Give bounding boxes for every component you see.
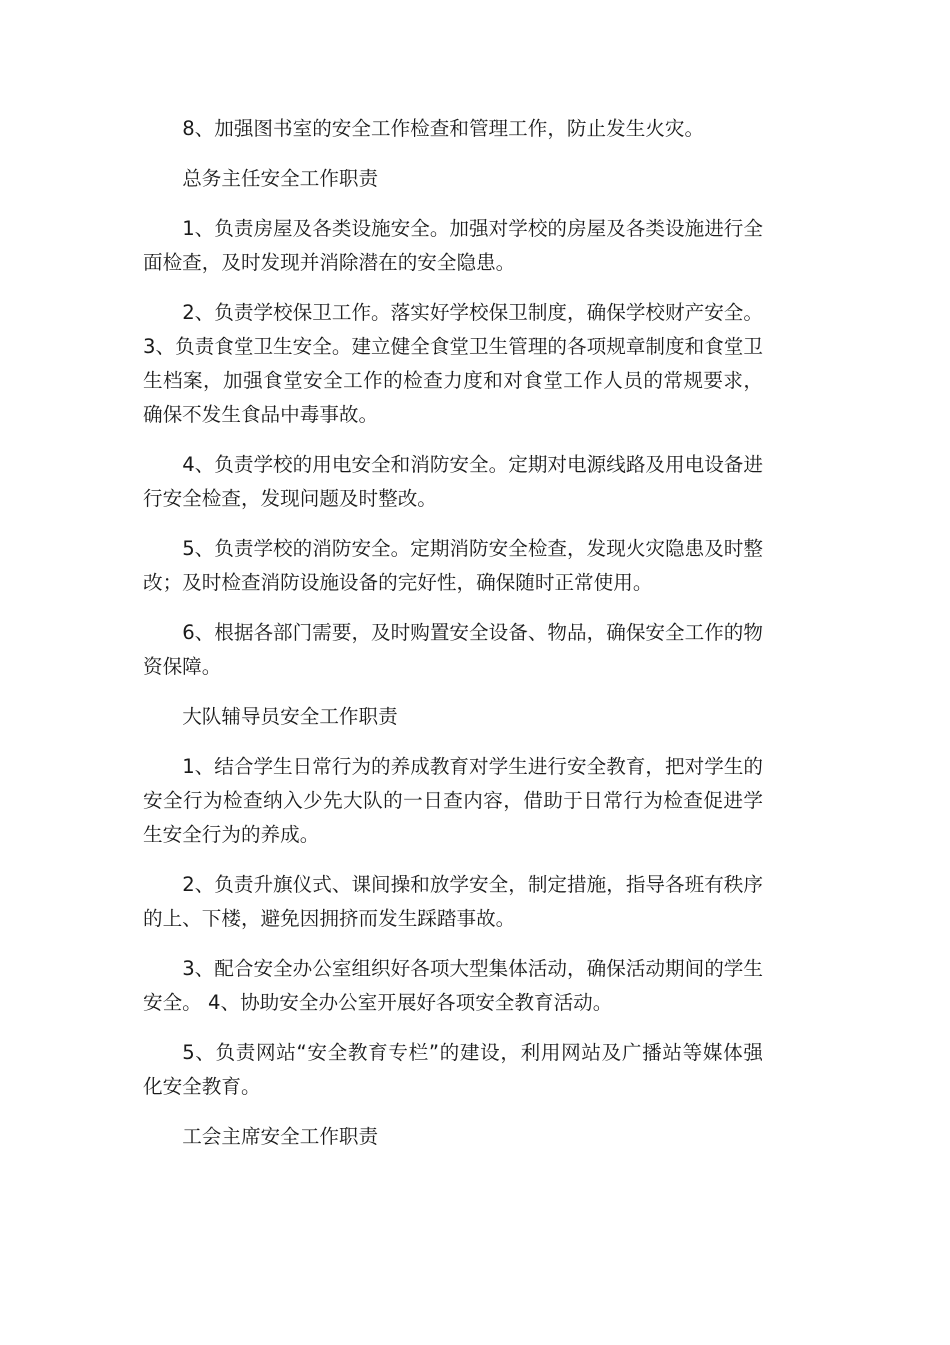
paragraph-website-column: 5、负责网站“安全教育专栏”的建设，利用网站及广播站等媒体强化安全教育。 (143, 1041, 763, 1098)
section-heading-union-chair: 工会主席安全工作职责 (182, 1125, 379, 1148)
paragraph-security-canteen: 2、负责学校保卫工作。落实好学校保卫制度，确保学校财产安全。3、负责食堂卫生安全。建立健全食堂卫生管理的各项规章制度和食堂卫生档案，加强食堂安全工作的检查力度和对食堂工作人员的常规要求，确保不发生食品中毒事故。 (143, 301, 763, 426)
paragraph-flag-ceremony: 2、负责升旗仪式、课间操和放学安全，制定措施，指导各班有秩序的上、下楼，避免因拥挤而发生踩踏事故。 (143, 873, 763, 930)
paragraph-electricity-fire: 4、负责学校的用电安全和消防安全。定期对电源线路及用电设备进行安全检查，发现问题及时整改。 (143, 453, 763, 510)
paragraph-equipment-purchase: 6、根据各部门需要，及时购置安全设备、物品，确保安全工作的物资保障。 (143, 621, 763, 678)
section-heading-brigade-counselor: 大队辅导员安全工作职责 (182, 705, 398, 728)
paragraph-fire-safety: 5、负责学校的消防安全。定期消防安全检查，发现火灾隐患及时整改；及时检查消防设施设备的完好性，确保随时正常使用。 (143, 537, 763, 594)
paragraph-library-safety: 8、加强图书室的安全工作检查和管理工作，防止发生火灾。 (182, 117, 705, 140)
paragraph-group-activities: 3、配合安全办公室组织好各项大型集体活动，确保活动期间的学生安全。 4、协助安全办公室开展好各项安全教育活动。 (143, 957, 763, 1014)
paragraph-behavior-education: 1、结合学生日常行为的养成教育对学生进行安全教育，把对学生的安全行为检查纳入少先大队的一日查内容，借助于日常行为检查促进学生安全行为的养成。 (143, 755, 763, 846)
section-heading-general-affairs: 总务主任安全工作职责 (182, 167, 379, 190)
paragraph-buildings-facilities: 1、负责房屋及各类设施安全。加强对学校的房屋及各类设施进行全面检查，及时发现并消除潜在的安全隐患。 (143, 217, 763, 274)
document-body (143, 112, 763, 1170)
